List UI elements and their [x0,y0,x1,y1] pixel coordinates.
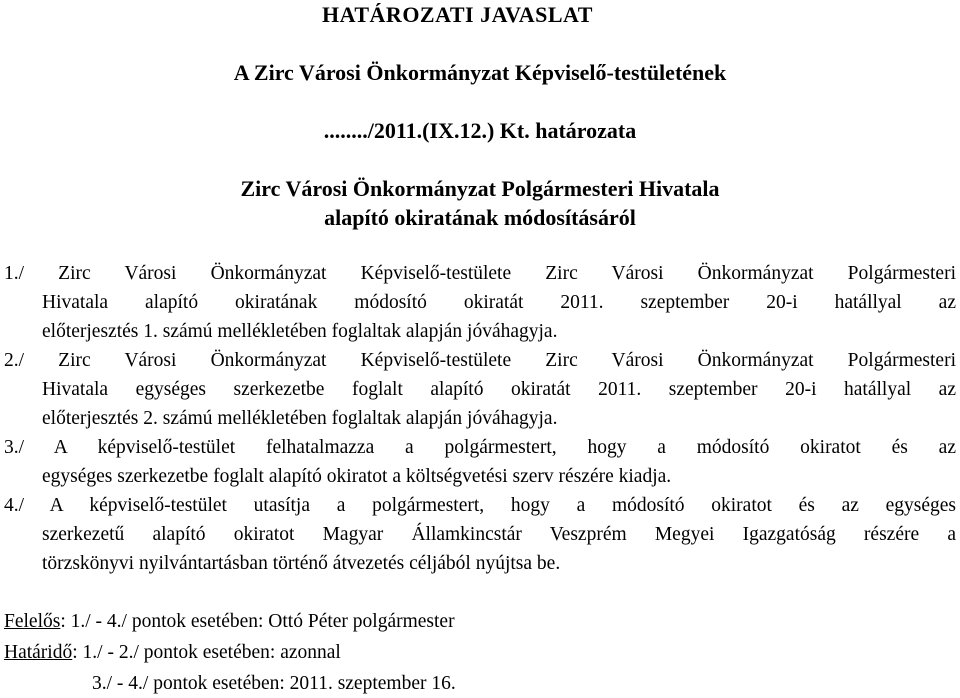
deadline-line [4,641,341,665]
item-1-line-2: Hivatala alapító okiratának módosító okiratát 2011. szeptember 20-i hatállyal az [42,292,956,313]
item-3-line-1: 3./ A képviselő-testület felhatalmazza a polgármestert, hogy a módosító okiratot és az [4,437,956,458]
responsible-label: Felelős [4,611,61,632]
heading-resolution-number: ......../2011.(IX.12.) Kt. határozata [323,118,637,143]
item-1-line-1: 1./ Zirc Városi Önkormányzat Képviselő-testülete Zirc Városi Önkormányzat Polgármesteri [4,263,956,284]
item-2-line-2: Hivatala egységes szerkezetbe foglalt alapító okiratát 2011. szeptember 20-i hatállyal az [42,379,956,400]
item-4-line-1: 4./ A képviselő-testület utasítja a polgármestert, hogy a módosító okiratot és az egységes [4,495,956,516]
deadline-line-2: 3./ - 4./ pontok esetében: 2011. szeptember 16. [92,673,456,694]
item-1-line-3: előterjesztés 1. számú mellékletében foglaltak alapján jóváhagyja. [42,321,558,342]
item-3-line-2: egységes szerkezetbe foglalt alapító okiratot a költségvetési szerv részére kiadja. [42,466,672,487]
responsible-text: : 1./ - 4./ pontok esetében: Ottó Péter polgármester [60,611,455,632]
heading-subject-line1: Zirc Városi Önkormányzat Polgármesteri Hivatala [240,176,720,201]
item-2-line-1: 2./ Zirc Városi Önkormányzat Képviselő-testülete Zirc Városi Önkormányzat Polgármesteri [4,350,956,371]
item-4-line-3: törzskönyvi nyilvántartásban történő átvezetés céljából nyújtsa be. [42,553,561,574]
document-title: HATÁROZATI JAVASLAT [322,2,593,27]
deadline-label: Határidő [4,642,73,663]
heading-issuer: A Zirc Városi Önkormányzat Képviselő-testületének [233,60,727,85]
item-2-line-3: előterjesztés 2. számú mellékletében foglaltak alapján jóváhagyja. [42,408,558,429]
heading-subject-line2: alapító okiratának módosításáról [324,205,636,230]
item-4-line-2: szerkezetű alapító okiratot Magyar Államkincstár Veszprém Megyei Igazgatóság részére a [42,524,956,545]
deadline-text-1: : 1./ - 2./ pontok esetében: azonnal [72,642,341,663]
responsible-line [4,610,455,634]
